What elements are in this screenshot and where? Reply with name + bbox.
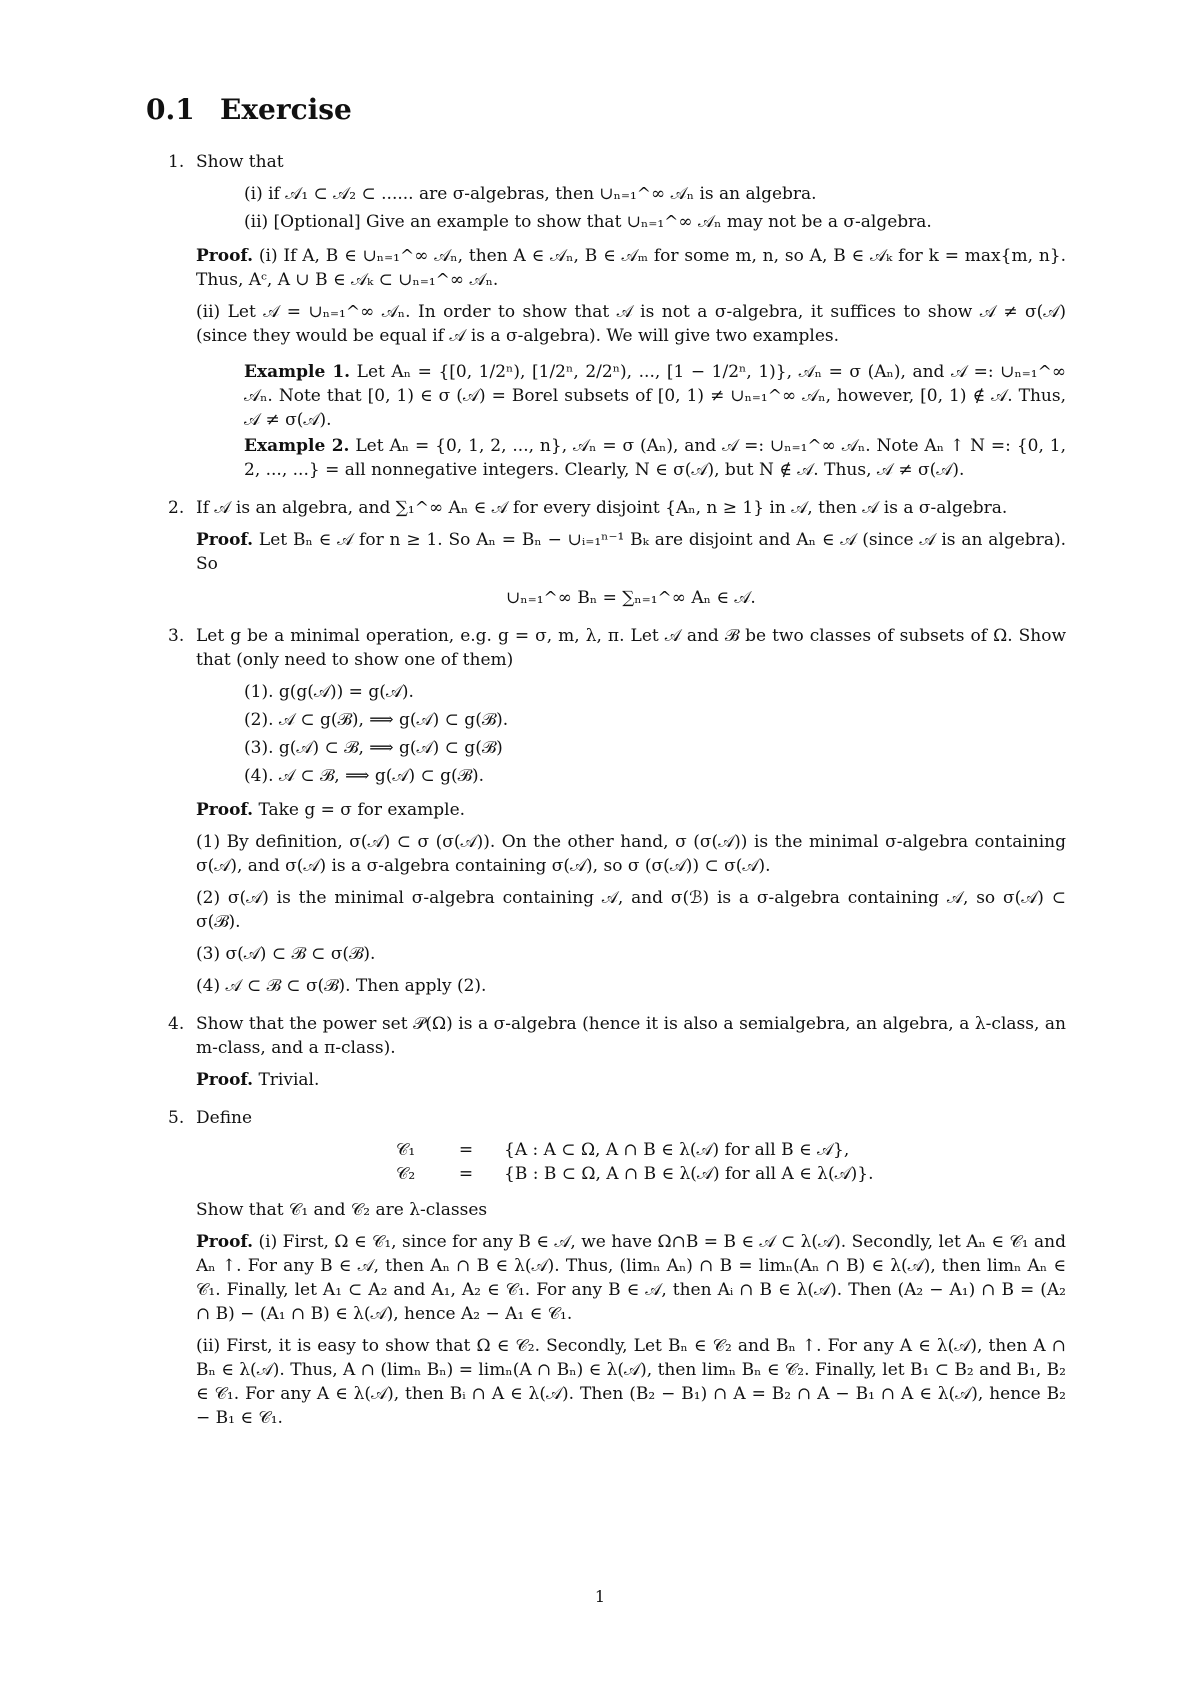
display-equation: ∪ₙ₌₁^∞ Bₙ = ∑ₙ₌₁^∞ Aₙ ∈ 𝒜. [506,588,756,608]
example-label: Example 2. [244,436,350,456]
exercise-number: 2. [168,498,185,518]
example [244,360,1066,432]
exercise-3 [146,624,1066,998]
exercise-1 [146,150,1066,482]
equation-array [396,1138,1066,1186]
proof-paragraph [196,798,1066,822]
proof-paragraph: (4) 𝒜 ⊂ ℬ ⊂ σ(ℬ). Then apply (2). [196,976,487,996]
proof-text: (i) If A, B ∈ ∪ₙ₌₁^∞ 𝒜ₙ, then A ∈ 𝒜ₙ, B ∈ 𝒜ₘ for some m, n, so A, B ∈ 𝒜ₖ for k = max{m, n}. Thus, Aᶜ, A ∪ B ∈ 𝒜ₖ ⊂ ∪ₙ₌₁^∞ 𝒜ₙ. [196,246,1066,290]
exercise-statement: If 𝒜 is an algebra, and ∑₁^∞ Aₙ ∈ 𝒜 for every disjoint {Aₙ, n ≥ 1} in 𝒜, then 𝒜 is a σ-algebra. [196,498,1008,518]
exercise-followup: Show that 𝒞₁ and 𝒞₂ are λ-classes [196,1200,488,1220]
example [244,434,1066,482]
proof-paragraph [196,1068,1066,1092]
list-item: (ii) [Optional] Give an example to show that ∪ₙ₌₁^∞ 𝒜ₙ may not be a σ-algebra. [244,212,932,232]
section-title: Exercise [220,93,352,126]
exercise-statement: Show that the power set 𝒫(Ω) is a σ-algebra (hence it is also a semialgebra, an algebra, a λ-class, an m-class, and a π-class). [196,1014,1066,1058]
proof-label: Proof. [196,800,254,820]
exercise-number: 5. [168,1108,185,1128]
exercise-4 [146,1012,1066,1092]
example-text: Let Aₙ = {[0, 1/2ⁿ), [1/2ⁿ, 2/2ⁿ), ..., [1 − 1/2ⁿ, 1)}, 𝒜ₙ = σ (Aₙ), and 𝒜 =: ∪ₙ₌₁^∞ 𝒜ₙ. Note that [0, 1) ∈ σ (𝒜) = Borel subsets of [0, 1) ≠ ∪ₙ₌₁^∞ 𝒜ₙ, however, [0, 1) ∉ 𝒜. Thus, 𝒜 ≠ σ(𝒜). [244,362,1067,430]
examples-block [244,360,1066,482]
proof-paragraph: (1) By definition, σ(𝒜) ⊂ σ (σ(𝒜)). On the other hand, σ (σ(𝒜)) is the minimal σ-algebra containing σ(𝒜), and σ(𝒜) is a σ-algebra containing σ(𝒜), so σ (σ(𝒜)) ⊂ σ(𝒜). [196,832,1066,876]
proof-paragraph: (ii) Let 𝒜 = ∪ₙ₌₁^∞ 𝒜ₙ. In order to show that 𝒜 is not a σ-algebra, it suffices to show 𝒜 ≠ σ(𝒜) (since they would be equal if 𝒜 is a σ-algebra). We will give two examples. [196,302,1066,346]
exercise-items [244,182,1066,234]
proof-text: Let Bₙ ∈ 𝒜 for n ≥ 1. So Aₙ = Bₙ − ∪ᵢ₌₁ⁿ⁻¹ Bₖ are disjoint and Aₙ ∈ 𝒜 (since 𝒜 is an algebra). So [196,530,1066,574]
proof-label: Proof. [196,530,254,550]
equation-rhs: {B : B ⊂ Ω, A ∩ B ∈ λ(𝒜) for all A ∈ λ(𝒜)}. [504,1164,874,1184]
exercise-statement: Show that [196,152,284,172]
proof-paragraph: (ii) First, it is easy to show that Ω ∈ 𝒞₂. Secondly, Let Bₙ ∈ 𝒞₂ and Bₙ ↑. For any A ∈ λ(𝒜), then A ∩ Bₙ ∈ λ(𝒜). Thus, A ∩ (limₙ Bₙ) = limₙ(A ∩ Bₙ) ∈ λ(𝒜), then limₙ Bₙ ∈ 𝒞₂. Finally, let B₁ ⊂ B₂ and B₁, B₂ ∈ 𝒞₁. For any A ∈ λ(𝒜), then Bᵢ ∩ A ∈ λ(𝒜). Then (B₂ − B₁) ∩ A = B₂ ∩ A − B₁ ∩ A ∈ λ(𝒜), hence B₂ − B₁ ∈ 𝒞₁. [196,1336,1066,1428]
proof-paragraph [196,528,1066,576]
proof-label: Proof. [196,1232,254,1252]
example-text: Let Aₙ = {0, 1, 2, ..., n}, 𝒜ₙ = σ (Aₙ), and 𝒜 =: ∪ₙ₌₁^∞ 𝒜ₙ. Note Aₙ ↑ N =: {0, 1, 2, ..., ...} = all nonnegative integers. Clearly, N ∈ σ(𝒜), but N ∉ 𝒜. Thus, 𝒜 ≠ σ(𝒜). [244,436,1066,480]
equation-rel: = [458,1140,474,1160]
proof-label: Proof. [196,1070,254,1090]
proof-paragraph [196,1230,1066,1326]
list-item: (3). g(𝒜) ⊂ ℬ, ⟹ g(𝒜) ⊂ g(ℬ) [244,738,503,758]
exercise-statement: Let g be a minimal operation, e.g. g = σ, m, λ, π. Let 𝒜 and ℬ be two classes of subsets of Ω. Show that (only need to show one of them) [196,626,1066,670]
exercise-number: 3. [168,626,185,646]
equation-row [396,1138,1066,1162]
section-number: 0.1 [146,93,195,126]
exercise-2 [146,496,1066,610]
exercise-statement: Define [196,1108,253,1128]
list-item: (4). 𝒜 ⊂ ℬ, ⟹ g(𝒜) ⊂ g(ℬ). [244,766,484,786]
proof-paragraph [196,244,1066,292]
page-number: 1 [594,1587,606,1606]
proof-text: Trivial. [258,1070,320,1090]
exercise-number: 4. [168,1014,185,1034]
proof-text: Take g = σ for example. [258,800,466,820]
equation-lhs: 𝒞₁ [396,1140,416,1160]
example-label: Example 1. [244,362,351,382]
proof-paragraph: (2) σ(𝒜) is the minimal σ-algebra containing 𝒜, and σ(ℬ) is a σ-algebra containing 𝒜, so σ(𝒜) ⊂ σ(ℬ). [196,888,1066,932]
list-item: (1). g(g(𝒜)) = g(𝒜). [244,682,414,702]
equation-lhs: 𝒞₂ [396,1164,416,1184]
list-item: (2). 𝒜 ⊂ g(ℬ), ⟹ g(𝒜) ⊂ g(ℬ). [244,710,509,730]
page-content [146,92,1066,1444]
exercise-number: 1. [168,152,185,172]
equation-rhs: {A : A ⊂ Ω, A ∩ B ∈ λ(𝒜) for all B ∈ 𝒜}, [504,1140,850,1160]
exercise-items [244,680,1066,788]
section-heading [146,92,1066,128]
equation-rel: = [458,1164,474,1184]
equation-row [396,1162,1066,1186]
list-item: (i) if 𝒜₁ ⊂ 𝒜₂ ⊂ ...... are σ-algebras, then ∪ₙ₌₁^∞ 𝒜ₙ is an algebra. [244,184,817,204]
proof-text: (i) First, Ω ∈ 𝒞₁, since for any B ∈ 𝒜, we have Ω∩B = B ∈ 𝒜 ⊂ λ(𝒜). Secondly, let Aₙ ∈ 𝒞₁ and Aₙ ↑. For any B ∈ 𝒜, then Aₙ ∩ B ∈ λ(𝒜). Thus, (limₙ Aₙ) ∩ B = limₙ(Aₙ ∩ B) ∈ λ(𝒜), then limₙ Aₙ ∈ 𝒞₁. Finally, let A₁ ⊂ A₂ and A₁, A₂ ∈ 𝒞₁. For any B ∈ 𝒜, then Aᵢ ∩ B ∈ λ(𝒜). Then (A₂ − A₁) ∩ B = (A₂ ∩ B) − (A₁ ∩ B) ∈ λ(𝒜), hence A₂ − A₁ ∈ 𝒞₁. [196,1232,1066,1324]
proof-paragraph: (3) σ(𝒜) ⊂ ℬ ⊂ σ(ℬ). [196,944,376,964]
exercise-5 [146,1106,1066,1430]
proof-label: Proof. [196,246,254,266]
